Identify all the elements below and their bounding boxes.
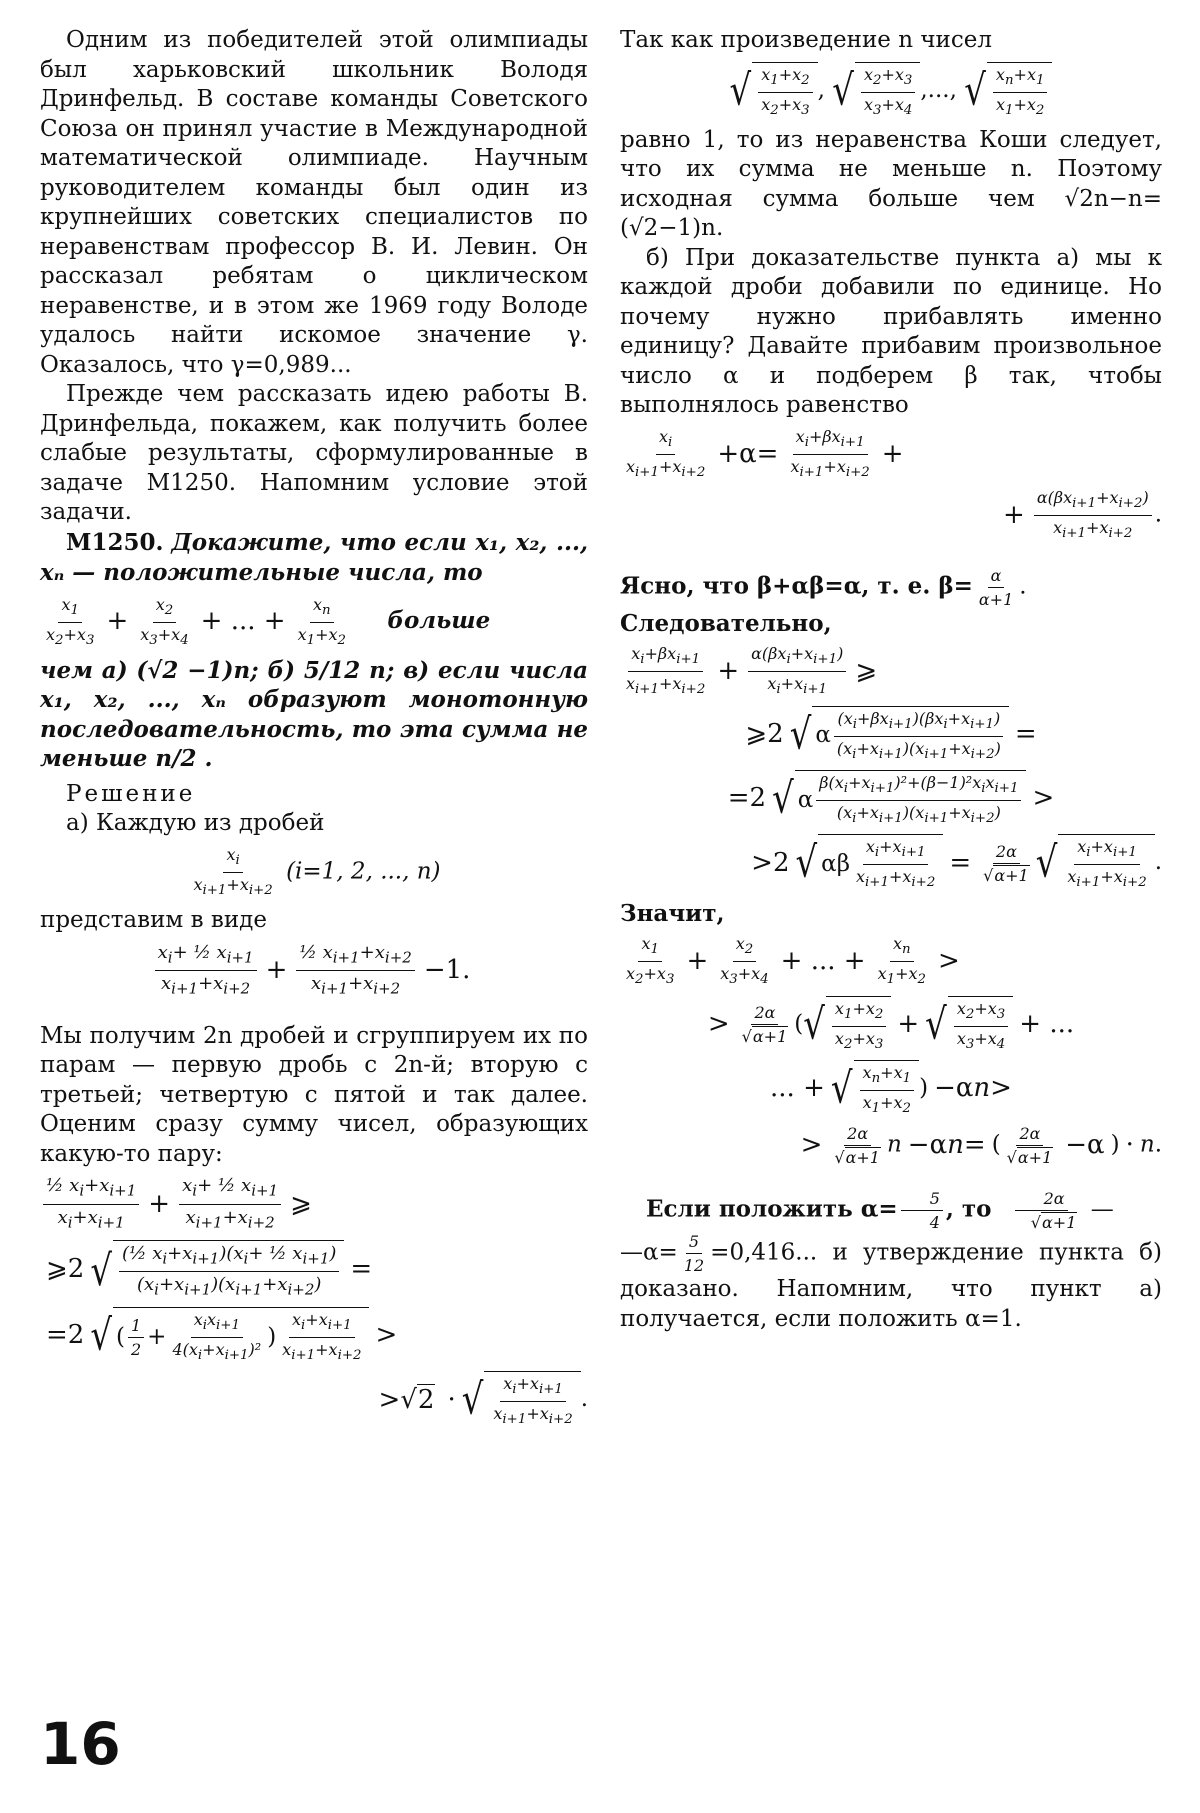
total-sum-formula: $\frac{x_1}{x_2+x_3}$ + $\frac{x_2}{x_3+x_4}$ + ... + $\frac{x_n}{x_1+x_2}$ > xyxy=(626,934,960,988)
pair-bound-formula: >√2 · √ $\frac{x_i+x_{i+1}}{x_{i+1}+x_{i+2}}$ . xyxy=(40,1371,588,1429)
pairs-paragraph: Мы получим 2n дробей и сгруппируем их по парам — первую дробь с 2n-й; вторую с третьей; четвертую с пятой и так далее. Оценим сразу сумму чисел, образующих какую-то пару: xyxy=(40,1022,588,1167)
represent-text: представим в виде xyxy=(40,907,267,934)
pair-expanded-formula: =2 √ ( $\frac{1}{2}$ + $\frac{x_ix_{i+1}}{4(x_i+x_{i+1})^2}$ ) $\frac{x_i+x_{i+1}}{x_{i+1}+x_{i+2}}$ > xyxy=(40,1307,588,1365)
problem-id: М1250. xyxy=(66,528,164,556)
cauchy-paragraph: равно 1, то из неравенства Коши следует, что их сумма не меньше n. Поэтому исходная сумма больше чем √2n−n=(√2−1)n. xyxy=(620,126,1162,242)
product-intro: Так как произведение n чисел xyxy=(620,27,992,53)
final-text: и утверждение пункта б) доказано. Напомним, что пункт а) получается, если положить α=1. xyxy=(620,1239,1162,1332)
problem-continuation: чем а) (√2 −1)n; б) 5/12 n; в) если числа x₁, x₂, ..., xₙ образуют монотонную последовательность, то эта сумма не меньше n/2 . xyxy=(40,656,588,773)
total-roots-formula-cont: ... + √ $\frac{x_n+x_1}{x_1+x_2}$ ) −αn> xyxy=(620,1060,1162,1118)
right-column xyxy=(620,26,1162,1334)
left-column xyxy=(40,26,588,1436)
beta-sum-formula: $\frac{x_i+\beta x_{i+1}}{x_{i+1}+x_{i+2}}$ + $\frac{\alpha(\beta x_i+x_{i+1})}{x_i+x_{i+1}}$ ⩾ xyxy=(626,644,878,698)
alpha-choice: Если положить α= $\frac{5}{4}$ , то $\frac{2\alpha}{√\alpha+1}$ — xyxy=(646,1189,1114,1233)
part-a-intro: а) Каждую из дробей xyxy=(66,810,325,837)
alpha-equality-formula: $\frac{x_i}{x_{i+1}+x_{i+2}}$ +α= $\frac{x_i+\beta x_{i+1}}{x_{i+1}+x_{i+2}}$ + xyxy=(626,426,904,481)
range-note: (i=1, 2, ..., n) xyxy=(286,858,441,885)
beta-solution: Ясно, что β+αβ=α, т. е. β= $\frac{\alpha}{\alpha+1}$ . xyxy=(620,565,1027,609)
product-roots-formula: √ $\frac{x_1+x_2}{x_2+x_3}$ , √ $\frac{x_2+x_3}{x_3+x_4}$ ,..., √ $\frac{x_n+x_1}{x_1+x_2}$ xyxy=(620,62,1162,120)
beta-sqrt-formula: ⩾2 √ α $\frac{(x_i+\beta x_{i+1})(\beta x_i+x_{i+1})}{(x_i+x_{i+1})(x_{i+1}+x_{i+2})}$ = xyxy=(620,706,1162,764)
split-fraction-formula: $\frac{x_i+ \frac{1}{2} x_{i+1}}{x_{i+1}+x_{i+2}}$ + $\frac{\frac{1}{2} x_{i+1}+x_{i+2}}{x_{i+1}+x_{i+2}}$ −1. xyxy=(40,942,588,1000)
beta-expanded-formula: =2 √ α $\frac{\beta(x_i+x_{i+1})^2+(\beta-1)^2x_ix_{i+1}}{(x_i+x_{i+1})(x_{i+1}+x_{i+2})}$ > xyxy=(620,770,1162,828)
intro-paragraph: Одним из победителей этой олимпиады был харьковский школьник Володя Дринфельд. В составе команды Советского Союза он принял участие в Международной математической олимпиаде. Научным руководителем команды был один из крупнейших советских специалистов по неравенствам профессор В. И. Левин. Он рассказал ребятам о циклическом неравенстве, и в этом же 1969 году Володе удалось найти искомое значение γ. Оказалось, что γ=0,989... xyxy=(40,27,588,378)
problem-start: Докажите, что если x₁, x₂, ..., xₙ — положительные числа, то xyxy=(40,528,588,586)
then-word: , то xyxy=(945,1195,992,1223)
total-roots-formula: > $\frac{2\alpha}{√\alpha+1}$ ( √ $\frac{x_1+x_2}{x_2+x_3}$ + √ $\frac{x_2+x_3}{x_3+x_4}$ + ... xyxy=(620,996,1162,1054)
alpha-equality-formula-cont: + $\frac{\alpha(\beta x_{i+1}+x_{i+2})}{x_{i+1}+x_{i+2}}$ . xyxy=(1003,488,1162,542)
beta-bound-formula: >2 √ αβ $\frac{x_i+x_{i+1}}{x_{i+1}+x_{i+2}}$ = $\frac{2\alpha}{√\alpha+1}$ √ $\frac{x_i+x_{i+1}}{x_{i+1}+x_{i+2}}$ . xyxy=(620,834,1162,892)
part-b-paragraph: б) При доказательстве пункта а) мы к каждой дроби добавили по единице. Но почему нужно прибавлять именно единицу? Давайте прибавим произвольное число α и подберем β так, чтобы выполнялось равенство xyxy=(620,244,1162,419)
total-final-formula: > $\frac{2\alpha}{√\alpha+1}$ n −αn= ( $\frac{2\alpha}{√\alpha+1}$ −α ) · n. xyxy=(800,1124,1162,1168)
means-text: Значит, xyxy=(620,899,725,927)
pair-sqrt-formula: ⩾2 √ $\frac{(\frac{1}{2} x_i+x_{i+1})(x_i+ \frac{1}{2} x_{i+1})}{(x_i+x_{i+1})(x_{i+1}+x_{i+2})}$ = xyxy=(40,1240,588,1301)
transition-paragraph: Прежде чем рассказать идею работы В. Дринфельда, покажем, как получить более слабые результаты, сформулированные в задаче М1250. Напомним условие этой задачи. xyxy=(40,381,588,525)
page-number: 16 xyxy=(40,1710,121,1778)
pair-sum-formula: $\frac{\frac{1}{2} x_i+x_{i+1}}{x_i+x_{i+1}}$ + $\frac{x_i+ \frac{1}{2} x_{i+1}}{x_{i+1}+x_{i+2}}$ ⩾ xyxy=(40,1175,588,1233)
problem-statement xyxy=(40,528,588,589)
problem-sum-word: больше xyxy=(387,607,491,635)
fraction-xi-formula: $\frac{x_i}{x_{i+1}+x_{i+2}}$ (i=1, 2, ..., n) xyxy=(193,844,441,899)
therefore-text: Следовательно, xyxy=(620,609,832,637)
clear-text: Ясно, что β+αβ=α, т. е. β= xyxy=(620,572,973,600)
if-set-text: Если положить α= xyxy=(646,1195,898,1223)
problem-sum-formula: $\frac{x_1}{x_2+x_3}$ + $\frac{x_2}{x_3+x_4}$ + ... + $\frac{x_n}{x_1+x_2}$ больше xyxy=(46,594,491,648)
final-paragraph: —α= $\frac{5}{12}$ =0,416... и утверждение пункта б) доказано. Напомним, что пункт а) получается, если положить α=1. xyxy=(620,1232,1162,1332)
solution-heading: Решение xyxy=(66,780,196,807)
